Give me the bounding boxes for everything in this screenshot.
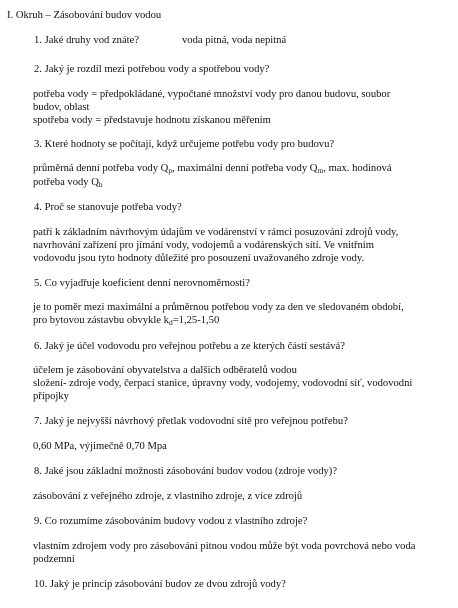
question-7: 7. Jaký je nejvyšší návrhový přetlak vodovodní sítě pro veřejnou potřebu? [34, 416, 348, 427]
answer-9-line-2: podzemní [33, 554, 75, 565]
answer-9-line-1: vlastním zdrojem vody pro zásobování pitnou vodou může být voda povrchová nebo voda [33, 541, 416, 552]
answer-2-line-1: potřeba vody = předpokládané, vypočtané množství vody pro danou budovu, soubor [33, 89, 391, 100]
question-6: 6. Jaký je účel vodovodu pro veřejnou potřebu a ze kterých částí sestává? [34, 341, 345, 352]
answer-4-line-3: vodovodu jsou tyto hodnoty důležité pro posouzení uvažovaného zdroje vody. [33, 253, 365, 264]
answer-4-line-2: navrhování zařízení pro jímání vody, vodojemů a vodárenských sítí. Ve vnitřním [33, 240, 374, 251]
answer-2-line-2: budov, oblast [33, 102, 90, 113]
document-heading: I. Okruh – Zásobování budov vodou [7, 10, 162, 21]
question-1: 1. Jaké druhy vod znáte? [34, 35, 140, 46]
answer-3-line-2: potřeba vody $Q_h$ [33, 177, 103, 189]
answer-4-line-1: patří k základním návrhovým údajům ve vodárenství v rámci posuzování zdrojů vody, [33, 227, 399, 238]
question-8: 8. Jaké jsou základní možnosti zásobování budov vodou (zdroje vody)? [34, 466, 338, 477]
answer-5-line-2: pro bytovou zástavbu obvykle $k_d=1,25-1,50$ [33, 315, 220, 327]
question-5: 5. Co vyjadřuje koeficient denní nerovnoměrnosti? [34, 278, 250, 289]
answer-1: voda pitná, voda nepitná [182, 35, 287, 46]
answer-7: 0,60 MPa, výjimečně 0,70 Mpa [33, 441, 167, 452]
answer-6-line-1: účelem je zásobování obyvatelstva a dalších odběratelů vodou [33, 365, 297, 376]
question-9: 9. Co rozumíme zásobováním budovy vodou z vlastního zdroje? [34, 516, 308, 527]
answer-6-line-3: přípojky [33, 391, 69, 402]
question-4: 4. Proč se stanovuje potřeba vody? [34, 202, 182, 213]
question-10: 10. Jaký je princip zásobování budov ze dvou zdrojů vody? [34, 579, 286, 590]
question-2: 2. Jaký je rozdíl mezi potřebou vody a spotřebou vody? [34, 64, 270, 75]
answer-8: zásobování z veřejného zdroje, z vlastního zdroje, z více zdrojů [33, 491, 303, 502]
answer-5-line-1: je to poměr mezi maximální a průměrnou potřebou vody za den ve sledovaném období, [33, 302, 404, 313]
answer-6-line-2: složení- zdroje vody, čerpací stanice, úpravny vody, vodojemy, vodovodní síť, vodovodní [33, 378, 413, 389]
answer-3-line-1: průměrná denní potřeba vody $Q_p$, maximální denní potřeba vody $Q_m$, max. hodinová [33, 163, 392, 175]
question-3: 3. Které hodnoty se počítají, když určujeme potřebu vody pro budovu? [34, 139, 335, 150]
answer-2-line-3: spotřeba vody = představuje hodnotu získanou měřením [33, 115, 271, 126]
